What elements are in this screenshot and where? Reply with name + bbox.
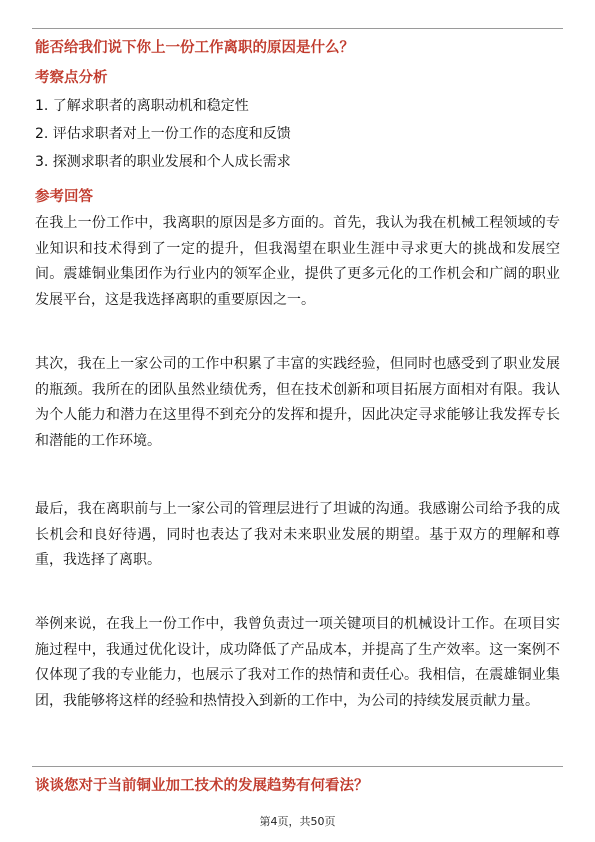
answer-paragraph-3: 最后，我在离职前与上一家公司的管理层进行了坦诚的沟通。我感谢公司给予我的成长机会和良好待遇，同时也表达了我对未来职业发展的期望。基于双方的理解和尊重，我选择了离职。 <box>35 501 560 568</box>
analysis-point-2: 2. 评估求职者对上一份工作的态度和反馈 <box>35 126 291 142</box>
question-title: 能否给我们说下你上一份工作离职的原因是什么？ <box>35 40 354 56</box>
analysis-point-1: 1. 了解求职者的离职动机和稳定性 <box>35 98 249 114</box>
bottom-divider <box>32 766 563 767</box>
answer-heading: 参考回答 <box>35 189 93 205</box>
answer-paragraph-1: 在我上一份工作中，我离职的原因是多方面的。首先，我认为我在机械工程领域的专业知识和技术得到了一定的提升，但我渴望在职业生涯中寻求更大的挑战和发展空间。震雄铜业集团作为行业内的领军企业，提供了更多元化的工作机会和广阔的职业发展平台，这是我选择离职的重要原因之一。 <box>35 215 560 308</box>
analysis-heading: 考察点分析 <box>35 70 108 86</box>
analysis-point-3: 3. 探测求职者的职业发展和个人成长需求 <box>35 154 291 170</box>
next-question-title: 谈谈您对于当前铜业加工技术的发展趋势有何看法？ <box>35 778 369 794</box>
answer-paragraph-4: 举例来说，在我上一份工作中，我曾负责过一项关键项目的机械设计工作。在项目实施过程中，我通过优化设计，成功降低了产品成本，并提高了生产效率。这一案例不仅体现了我的专业能力，也展示了我对工作的热情和责任心。我相信，在震雄铜业集团，我能够将这样的经验和热情投入到新的工作中，为公司的持续发展贡献力量。 <box>35 616 560 709</box>
page-number: 第4页，共50页 <box>259 815 336 828</box>
answer-paragraph-2: 其次，我在上一家公司的工作中积累了丰富的实践经验，但同时也感受到了职业发展的瓶颈。我所在的团队虽然业绩优秀，但在技术创新和项目拓展方面相对有限。我认为个人能力和潜力在这里得不到充分的发挥和提升，因此决定寻求能够让我发挥专长和潜能的工作环境。 <box>35 356 560 449</box>
top-divider <box>32 28 563 29</box>
